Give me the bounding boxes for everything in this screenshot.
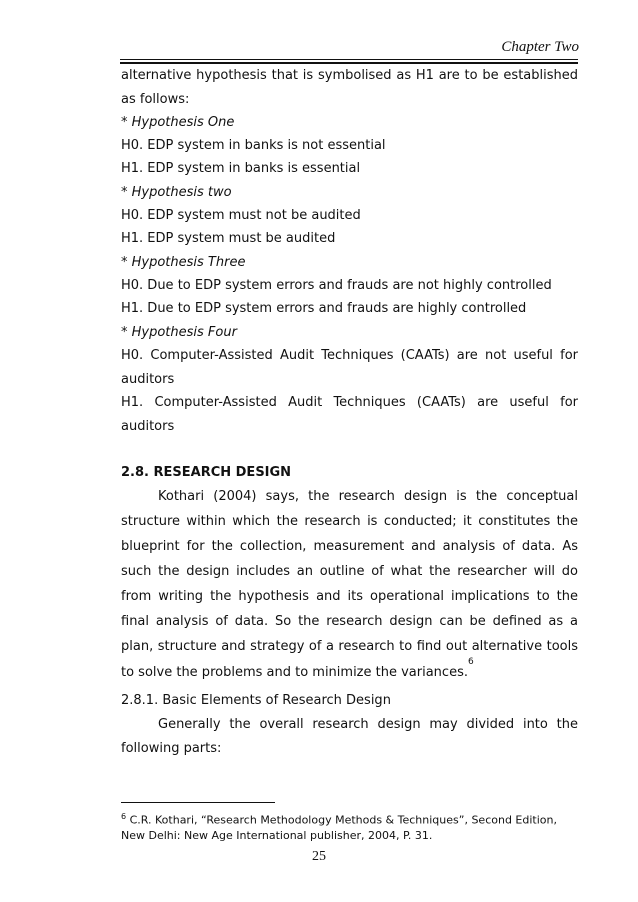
section-line-8-text: to solve the problems and to minimize the variances. [121,665,468,681]
subsection-line-1: Generally the overall research design may divided into the [158,717,578,732]
footnote-line-2: New Delhi: New Age International publisher, 2004, P. 31. [121,829,433,842]
page-number: 25 [312,849,326,864]
subsection-line-2: following parts: [121,741,222,756]
section-line-2: structure within which the research is conducted; it constitutes the [121,514,578,529]
header-rule-thick [120,62,578,64]
section-line-6: final analysis of data. So the research design can be defined as a [121,614,578,629]
chapter-header: Chapter Two [501,39,579,55]
section-heading: 2.8. RESEARCH DESIGN [121,465,292,480]
intro-line-1: alternative hypothesis that is symbolised as H1 are to be established [121,68,578,83]
hypothesis-four-h0-line1: H0. Computer-Assisted Audit Techniques (CAATs) are not useful for [121,348,578,363]
footnote-marker: 6 [121,812,127,821]
header-rule-thin [120,59,578,60]
hypothesis-four-h1-line2: auditors [121,419,175,434]
hypothesis-four-h1-line1: H1. Computer-Assisted Audit Techniques (CAATs) are useful for [121,395,578,410]
hypothesis-two-h0: H0. EDP system must not be audited [121,208,361,223]
hypothesis-one-title: * Hypothesis One [121,115,235,130]
hypothesis-one-h0: H0. EDP system in banks is not essential [121,138,386,153]
section-line-1: Kothari (2004) says, the research design is the conceptual [158,489,578,504]
footnote-line-1 [121,812,578,827]
intro-line-2: as follows: [121,92,190,107]
hypothesis-four-h0-line2: auditors [121,372,175,387]
footnote-separator [121,802,275,803]
hypothesis-three-title: * Hypothesis Three [121,255,246,270]
subsection-heading: 2.8.1. Basic Elements of Research Design [121,693,391,708]
hypothesis-four-title: * Hypothesis Four [121,325,237,340]
hypothesis-two-title: * Hypothesis two [121,185,232,200]
footnote-reference[interactable]: 6 [467,657,474,667]
hypothesis-three-h1: H1. Due to EDP system errors and frauds are highly controlled [121,301,527,316]
section-line-3: blueprint for the collection, measurement and analysis of data. As [121,539,578,554]
section-line-7: plan, structure and strategy of a research to find out alternative tools [121,639,578,654]
section-line-5: from writing the hypothesis and its operational implications to the [121,589,578,604]
hypothesis-two-h1: H1. EDP system must be audited [121,231,336,246]
section-line-4: such the design includes an outline of what the researcher will do [121,564,578,579]
hypothesis-one-h1: H1. EDP system in banks is essential [121,161,361,176]
footnote-text-1: C.R. Kothari, “Research Methodology Methods & Techniques”, Second Edition, [126,813,557,827]
section-line-8 [121,651,578,681]
hypothesis-three-h0: H0. Due to EDP system errors and frauds are not highly controlled [121,278,552,293]
